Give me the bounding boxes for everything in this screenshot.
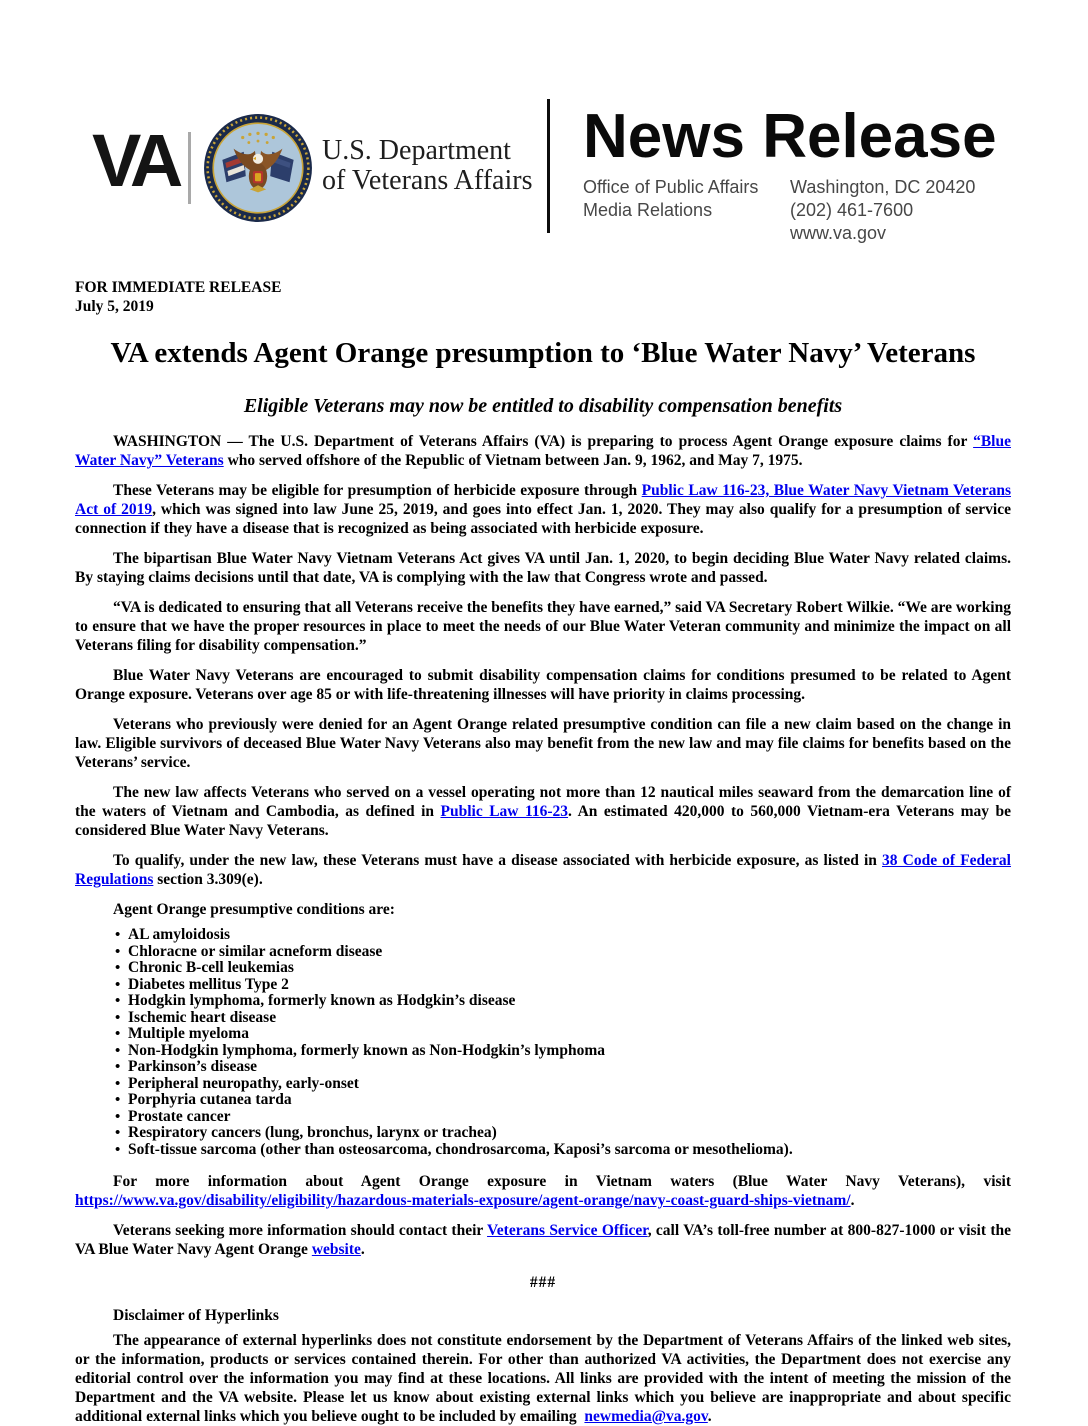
condition-item: • Peripheral neuropathy, early-onset [115,1076,1011,1093]
article-paragraphs-bottom [75,1172,1011,1259]
immediate-release-label: FOR IMMEDIATE RELEASE [75,279,282,296]
blue-water-navy-veterans-link[interactable]: “Blue Water Navy” Veterans [75,433,1011,469]
condition-item: • Chloracne or similar acneform disease [115,944,1011,961]
masthead-info [583,176,1013,245]
paragraph [75,1331,1011,1426]
condition-item: • Porphyria cutanea tarda [115,1092,1011,1109]
text-run: Veterans who previously were denied for an Agent Orange related presumptive condition can file a new claim based on the change in law. Eligible survivors of deceased Blue Water Navy Veterans also may benefit from the new law and may file claims for benefits based on the Veterans’ service. [75,716,1011,771]
text-run: The bipartisan Blue Water Navy Vietnam Veterans Act gives VA until Jan. 1, 2020, to begin deciding Blue Water Navy related claims. By staying claims decisions until that date, VA is complying with the law that Congress wrote and passed. [75,550,1011,586]
paragraph [75,666,1011,704]
text-run: “VA is dedicated to ensuring that all Veterans receive the benefits they have earned,” said VA Secretary Robert Wilkie. “We are working to ensure that we have the proper resources in place to meet the needs of our Blue Water Veteran community and minimize the impact on all Veterans filing for disability compensation.” [75,599,1011,654]
contact-phone: (202) 461-7600 [790,200,914,220]
text-run: who served offshore of the Republic of Vietnam between Jan. 9, 1962, and May 7, 1975. [223,452,803,469]
end-mark: ### [529,1274,557,1291]
conditions-list [75,927,1011,1158]
va-logo: VA [92,119,178,202]
contact-website: www.va.gov [790,223,887,243]
paragraph [75,851,1011,889]
public-law-116-23-act-link[interactable]: Public Law 116-23, Blue Water Navy Vietnam Veterans Act of 2019 [75,482,1011,518]
paragraph [75,598,1011,655]
condition-item: • Prostate cancer [115,1109,1011,1126]
paragraph [75,783,1011,840]
paragraph [75,549,1011,587]
article-paragraphs-top [75,432,1011,889]
masthead-divider [547,99,550,233]
text-run: . An estimated 420,000 to 560,000 Vietnam-era Veterans may be considered Blue Water Navy Veterans. [75,803,1011,839]
newmedia-email-link[interactable]: newmedia@va.gov [584,1408,708,1425]
paragraph [75,432,1011,470]
release-block [75,278,1011,316]
news-release-title: News Release [583,102,997,171]
veterans-service-officer-link[interactable]: Veterans Service Officer [487,1222,648,1239]
text-run: Blue Water Navy Veterans are encouraged to submit disability compensation claims for conditions presumed to be related to Agent Orange exposure. Veterans over age 85 or with life-threatening illnesses will have priority in claims processing. [75,667,1011,703]
masthead [0,0,1088,243]
condition-item: • Chronic B-cell leukemias [115,960,1011,977]
text-run: . [360,1241,365,1258]
department-name-line2: of Veterans Affairs [322,165,533,196]
text-run: , call VA’s toll-free number at 800-827-1000 or visit the VA Blue Water Navy Agent Orange [75,1222,1011,1258]
condition-item: • Non-Hodgkin lymphoma, formerly known as Non-Hodgkin’s lymphoma [115,1043,1011,1060]
text-run: The new law affects Veterans who served on a vessel operating not more than 12 nautical miles seaward from the demarcation line of the waters of Vietnam and Cambodia, as defined in [75,784,1011,820]
text-run: , which was signed into law June 25, 2019, and goes into effect Jan. 1, 2020. They may also qualify for a presumption of service connection if they have a disease that is recognized as being associated with herbicide exposure. [75,501,1011,537]
text-run: These Veterans may be eligible for presumption of herbicide exposure through [113,482,642,499]
disclaimer-paragraphs [75,1331,1011,1426]
text-run: To qualify, under the new law, these Veterans must have a disease associated with herbicide exposure, as listed in [113,852,883,869]
text-run: The appearance of external hyperlinks does not constitute endorsement by the Department of Veterans Affairs of the linked web sites, or the information, products or services contained therein. For other than authorized VA activities, the Department does not exercise any editorial control over the information you may find at these locations. All links are provided with the intent of meeting the mission of the Department and the VA website. Please let us know about existing external links which you believe are inappropriate and about specific additional external links which you believe ought to be included by emailing [75,1332,1011,1425]
department-name [322,136,532,196]
disclaimer-heading: Disclaimer of Hyperlinks [113,1307,279,1324]
office-line2: Media Relations [583,200,713,220]
public-law-116-23-link[interactable]: Public Law 116-23 [440,803,569,820]
paragraph [75,715,1011,772]
subheadline: Eligible Veterans may now be entitled to disability compensation benefits [243,395,843,417]
condition-item: • Multiple myeloma [115,1026,1011,1043]
office-column [583,176,790,245]
38-cfr-link[interactable]: 38 Code of Federal Regulations [75,852,1011,888]
text-run: For more information about Agent Orange exposure in Vietnam waters (Blue Water Navy Veterans), visit [113,1173,1011,1190]
document-body [0,278,1088,1426]
bwn-agent-orange-website-link[interactable]: website [311,1241,361,1258]
article [75,432,1011,1426]
contact-column [790,176,1013,245]
text-run: . [850,1192,855,1209]
condition-item: • Hodgkin lymphoma, formerly known as Hodgkin’s disease [115,993,1011,1010]
release-date: July 5, 2019 [75,298,154,315]
condition-item: • AL amyloidosis [115,927,1011,944]
logo-divider [188,132,191,204]
masthead-right [583,104,1013,245]
text-run: Veterans seeking more information should contact their [113,1222,488,1239]
text-run: . [707,1408,712,1425]
condition-item: • Diabetes mellitus Type 2 [115,977,1011,994]
conditions-intro: Agent Orange presumptive conditions are: [113,901,395,918]
headline: VA extends Agent Orange presumption to ‘Blue Water Navy’ Veterans [110,337,976,369]
contact-address: Washington, DC 20420 [790,177,976,197]
condition-item: • Respiratory cancers (lung, bronchus, larynx or trachea) [115,1125,1011,1142]
text-run: section 3.309(e). [153,871,263,888]
paragraph [75,1221,1011,1259]
condition-item: • Soft-tissue sarcoma (other than osteosarcoma, chondrosarcoma, Kaposi’s sarcoma or mesothelioma). [115,1142,1011,1159]
condition-item: • Ischemic heart disease [115,1010,1011,1027]
department-name-line1: U.S. Department [322,135,511,166]
paragraph [75,481,1011,538]
paragraph [75,1172,1011,1210]
office-line1: Office of Public Affairs [583,177,759,197]
condition-item: • Parkinson’s disease [115,1059,1011,1076]
agent-orange-info-url-link[interactable]: https://www.va.gov/disability/eligibility/hazardous-materials-exposure/agent-orange/navy-coast-guard-ships-vietnam/ [75,1192,851,1209]
text-run: WASHINGTON — The U.S. Department of Veterans Affairs (VA) is preparing to process Agent Orange exposure claims for [113,433,974,450]
va-department-seal-icon [202,112,314,224]
